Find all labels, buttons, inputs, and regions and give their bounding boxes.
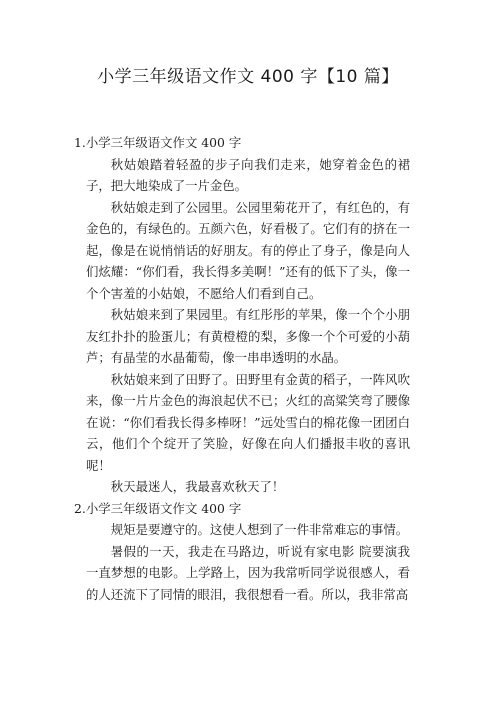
paragraph: 规矩是要遵守的。这使人想到了一件非常难忘的事情。 [110, 522, 409, 537]
paragraph: 秋姑娘踏着轻盈的步子向我们走来，她穿着金色的裙子，把大地染成了一片金色。 [86, 156, 410, 193]
paragraph: 秋天最迷人，我最喜欢秋天了！ [110, 479, 285, 494]
paragraph: 秋姑娘来到了果园里。有红彤彤的苹果，像一个个小朋友红扑扑的脸蛋儿；有黄橙橙的梨，多像一个个可爱的小葫芦；有晶莹的水晶葡萄，像一串串透明的水晶。 [86, 307, 410, 365]
paragraph: 秋姑娘走到了公园里。公园里菊花开了，有红色的，有金色的，有绿色的。五颜六色，好看极了。它们有的挤在一起，像是在说悄悄话的好朋友。有的停止了身子，像是向人们炫耀：“你们看，我长得多美啊！”还有的低下了头，像一个个害羞的小姑娘，不愿给人们看到自己。 [86, 199, 410, 301]
section-heading: 1.小学三年级语文作文 400 字 [74, 135, 242, 150]
paragraph: 秋姑娘来到了田野了。田野里有金黄的稻子，一阵风吹来，像一片片金色的海浪起伏不已；火红的高粱笑弯了腰像在说：“你们看我长得多棒呀！”远处雪白的棉花像一团团白云，他们个个绽开了笑脸，好像在向人们播报丰收的喜讯呢！ [86, 371, 410, 473]
document-body [74, 132, 410, 605]
paragraph: 暑假的一天，我走在马路边，听说有家电影 院要演我一直梦想的电影。上学路上，因为我常听同学说很感人，看的人还流下了同情的眼泪，我很想看一看。所以，我非常高 [86, 543, 410, 602]
section-heading: 2.小学三年级语文作文 400 字 [74, 500, 242, 516]
document-title: 小学三年级语文作文 400 字【10 篇】 [97, 67, 399, 87]
